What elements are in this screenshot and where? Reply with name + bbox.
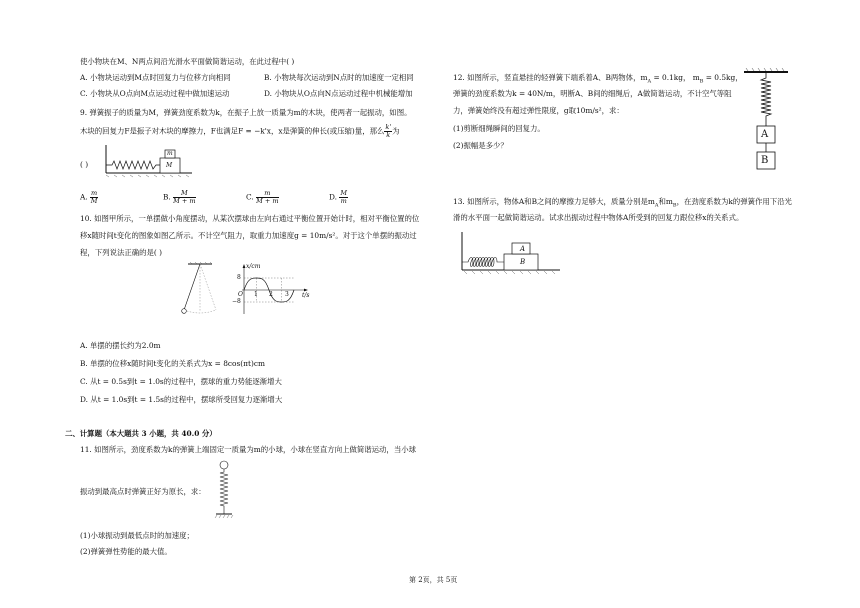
q8-option-a: A. 小物块运动到M点时回复力与位移方向相同 <box>80 73 231 82</box>
q10-pendulum-figure <box>182 262 232 318</box>
q10-option-c: C. 从t = 0.5s到t = 1.0s的过程中，摆球的重力势能逐渐增大 <box>80 377 282 386</box>
q11-spring-figure <box>212 460 236 520</box>
q9-option-c: C. $\frac{m}{M + m}$ <box>246 189 279 206</box>
q11-sub2: (2)弹簧弹性势能的最大值。 <box>80 547 172 556</box>
q13-line2: 滑的水平面一起做简谐运动。试求出振动过程中物体A所受到的回复力跟位移x的关系式。 <box>453 213 744 222</box>
q10-option-d: D. 从t = 1.0s到t = 1.5s的过程中，摆球所受回复力逐渐增大 <box>80 395 283 404</box>
q11-line1: 11. 如图所示，劲度系数为k的弹簧上端固定一质量为m的小球，小球在竖直方向上做简谐运动，当小球 <box>80 445 417 454</box>
q12-line1: 12. 如图所示，竖直悬挂的轻弹簧下端系着A、B两物体，$m_A = 0.1kg$， $m_B = 0.5kg$， <box>453 73 743 85</box>
q12-sub1: (1)剪断细绳瞬间的回复力。 <box>453 124 545 133</box>
q8-option-c: C. 小物块从O点向M点运动过程中做加速运动 <box>80 89 230 98</box>
q8-stem-tail: 使小物块在M、N两点间沿光滑水平面做简谐运动，在此过程中( ) <box>80 57 295 66</box>
q10-line3: 程，下列说法正确的是( ) <box>80 248 163 257</box>
q10-graph-origin: O <box>238 291 243 298</box>
q9-spring-figure <box>104 145 194 177</box>
q10-option-b: B. 单摆的位移x随时间t变化的关系式为x = 8cos(πt)cm <box>80 359 266 368</box>
q9-line2: 木块的回复力F是振子对木块的摩擦力，F也满足F = −k'x，x是弹簧的伸长(或压缩)量，那么 $\frac{k'}{k}$ 为 <box>80 123 400 140</box>
q12-label-B: B <box>761 155 769 166</box>
q10-graph-ylabel: x/cm <box>246 263 261 270</box>
q10-graph-xlabel: t/s <box>302 292 310 299</box>
q9-line1: 9. 弹簧振子的质量为M，弹簧劲度系数为k，在振子上放一质量为m的木块，使两者一起振动，如图。 <box>80 108 412 117</box>
q10-line1: 10. 如图甲所示，一单摆做小角度摆动，从某次摆球由左向右通过平衡位置开始计时，相对平衡位置的位 <box>80 214 420 223</box>
q9-ratio: $\frac{k'}{k}$ <box>385 123 392 140</box>
q8-option-b: B. 小物块每次运动到N点时的加速度一定相同 <box>264 73 414 82</box>
q10-line2: 移x随时间t变化的图象如图乙所示。不计空气阻力，取重力加速度g = 10m/s²。对于这个单摆的振动过 <box>80 231 417 240</box>
q11-line2: 振动到最高点时弹簧正好为原长，求： <box>80 487 206 496</box>
q9-option-b: B. $\frac{M}{M + m}$ <box>163 189 196 206</box>
q12-line2: 弹簧的劲度系数为k = 40N/m，明断A、B间的细绳后，A做简谐运动，不计空气等阻 <box>453 89 732 98</box>
page-footer: 第 2页，共 5页 <box>409 576 458 584</box>
q13-label-B: B <box>520 258 526 266</box>
q11-sub1: (1)小球振动到最低点时的加速度； <box>80 531 194 540</box>
q10-graph-tick-1: 1 <box>254 291 258 298</box>
q12-label-A: A <box>761 129 769 140</box>
section-heading: 二、计算题（本大题共 3 小题，共 40.0 分） <box>65 429 217 438</box>
q10-option-a: A. 单摆的摆长约为2.0m <box>80 341 161 350</box>
q9-option-a: A. $\frac{m}{M}$ <box>80 189 98 206</box>
q13-line1: 13. 如图所示，物体A和B之间的摩擦力足够大，质量分别是$m_A$和$m_B$，在劲度系数为k的弹簧作用下沿光 <box>453 197 792 209</box>
q12-line3: 力，弹簧始终没有超过弹性限度，g取10m/s²，求： <box>453 106 624 115</box>
q9-paren: ( ) <box>80 160 89 169</box>
q12-sub2: (2)振幅是多少？ <box>453 141 508 150</box>
q13-spring-figure <box>460 230 562 274</box>
q9-label-M: M <box>166 162 173 169</box>
q10-graph-tick-2: 2 <box>269 291 273 298</box>
q8-option-d: D. 小物块从O点向N点运动过程中机械能增加 <box>264 89 413 98</box>
q10-graph-yneg: −8 <box>232 298 241 305</box>
q10-graph-tick-3: 3 <box>285 291 289 298</box>
q13-label-A: A <box>520 245 526 253</box>
q10-graph-ypos: 8 <box>237 274 241 281</box>
q9-label-m: m <box>167 150 173 157</box>
q9-option-d: D. $\frac{M}{m}$ <box>329 189 348 206</box>
